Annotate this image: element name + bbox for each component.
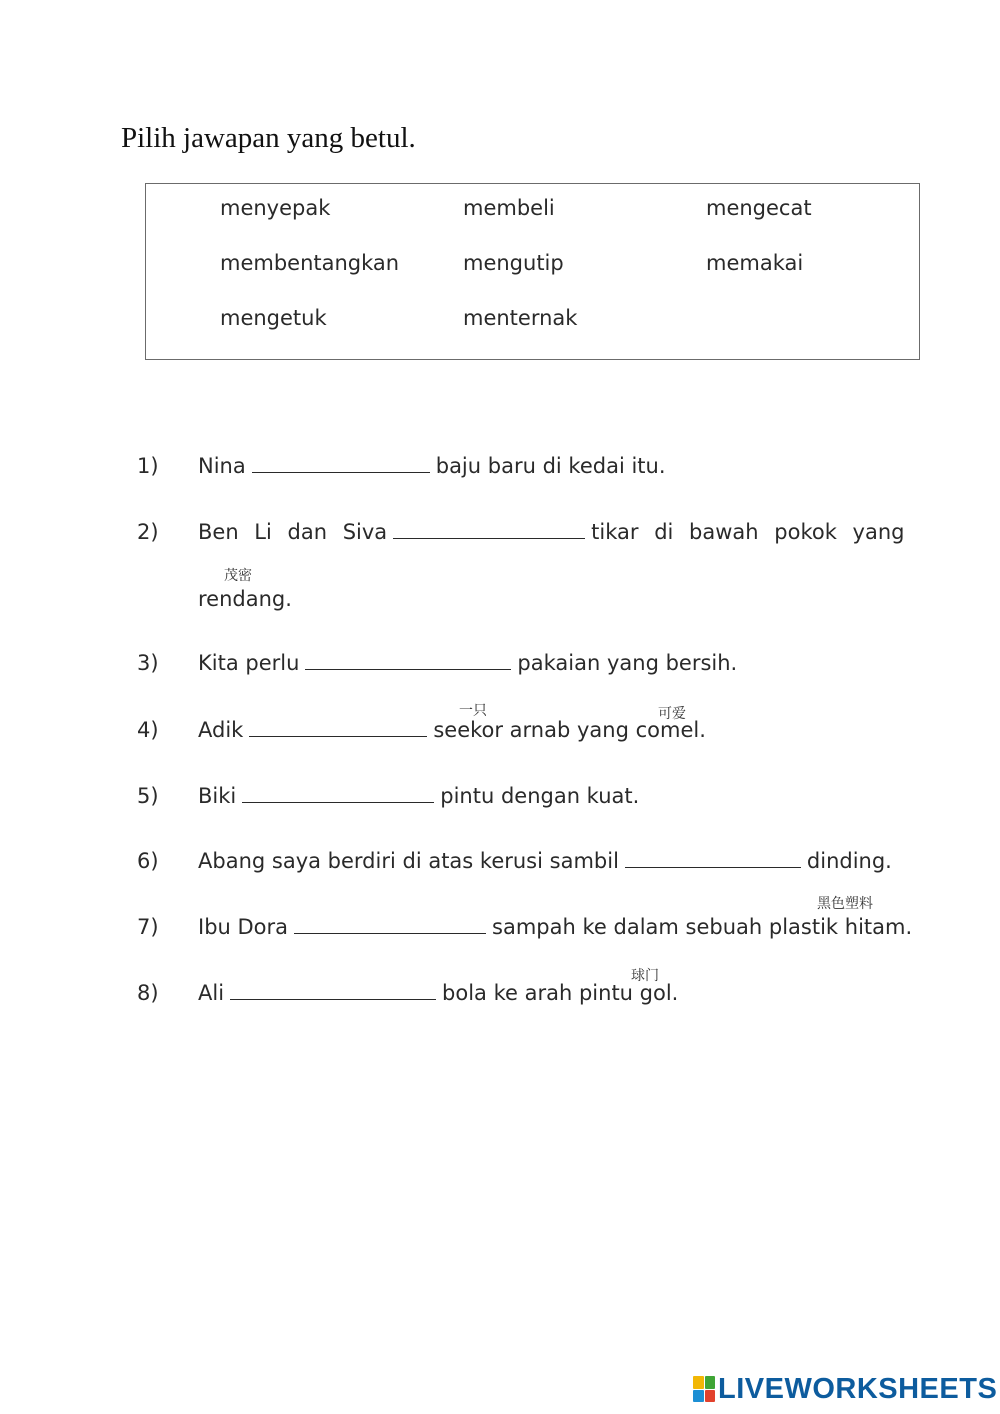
question-text-after: pintu dengan kuat. (440, 784, 640, 808)
question-number: 7) (137, 915, 159, 939)
question-sentence (198, 784, 639, 808)
word-bank-item: menternak (463, 306, 578, 330)
chinese-gloss: 一只 (459, 703, 487, 719)
question-number: 4) (137, 718, 159, 742)
question-number: 8) (137, 981, 159, 1005)
question-continuation: rendang. (198, 587, 292, 611)
question-sentence (198, 651, 737, 675)
word-bank-box (145, 183, 920, 360)
chinese-gloss: 黑色塑料 (817, 896, 873, 912)
answer-blank[interactable] (249, 735, 427, 737)
question-text-before: Kita perlu (198, 651, 300, 675)
question-number: 6) (137, 849, 159, 873)
question-sentence (198, 915, 912, 939)
word-bank-item: memakai (706, 251, 804, 275)
question-text-before: Ibu Dora (198, 915, 289, 939)
question-number: 2) (137, 520, 159, 544)
answer-blank[interactable] (230, 998, 436, 1000)
question-sentence (198, 520, 905, 544)
word-bank-item: mengutip (463, 251, 564, 275)
instruction-heading: Pilih jawapan yang betul. (121, 122, 416, 154)
question-sentence (198, 981, 678, 1005)
question-sentence (198, 454, 666, 478)
question-number: 1) (137, 454, 159, 478)
answer-blank[interactable] (305, 668, 511, 670)
question-number: 5) (137, 784, 159, 808)
question-text-after: bola ke arah pintu gol. (442, 981, 679, 1005)
question-sentence (198, 849, 892, 873)
liveworksheets-logo[interactable] (693, 1372, 997, 1406)
word-bank-item: menyepak (220, 196, 331, 220)
answer-blank[interactable] (625, 866, 801, 868)
answer-blank[interactable] (393, 537, 585, 539)
word-bank-item: mengecat (706, 196, 812, 220)
answer-blank[interactable] (252, 471, 430, 473)
question-text-after: seekor arnab yang comel. (433, 718, 706, 742)
question-text-after: tikar di bawah pokok yang (591, 520, 905, 544)
question-text-after: baju baru di kedai itu. (435, 454, 666, 478)
question-text-before: Nina (198, 454, 246, 478)
logo-text: LIVEWORKSHEETS (718, 1372, 998, 1405)
question-sentence (198, 718, 706, 742)
word-bank-item: membentangkan (220, 251, 400, 275)
question-text-before: Biki (198, 784, 237, 808)
question-text-after: sampah ke dalam sebuah plastik hitam. (492, 915, 913, 939)
question-text-after: dinding. (806, 849, 892, 873)
word-bank-item: membeli (463, 196, 555, 220)
answer-blank[interactable] (294, 932, 486, 934)
question-text-before: Abang saya berdiri di atas kerusi sambil (198, 849, 619, 873)
chinese-gloss: 茂密 (224, 568, 252, 584)
chinese-gloss: 球门 (631, 968, 659, 984)
question-text-after: pakaian yang bersih. (517, 651, 738, 675)
question-text-before: Ben Li dan Siva (198, 520, 388, 544)
question-text-before: Adik (198, 718, 244, 742)
answer-blank[interactable] (242, 801, 434, 803)
question-number: 3) (137, 651, 159, 675)
chinese-gloss: 可爱 (658, 706, 686, 722)
question-text-before: Ali (198, 981, 225, 1005)
liveworksheets-logo-icon (693, 1376, 715, 1402)
word-bank-item: mengetuk (220, 306, 327, 330)
